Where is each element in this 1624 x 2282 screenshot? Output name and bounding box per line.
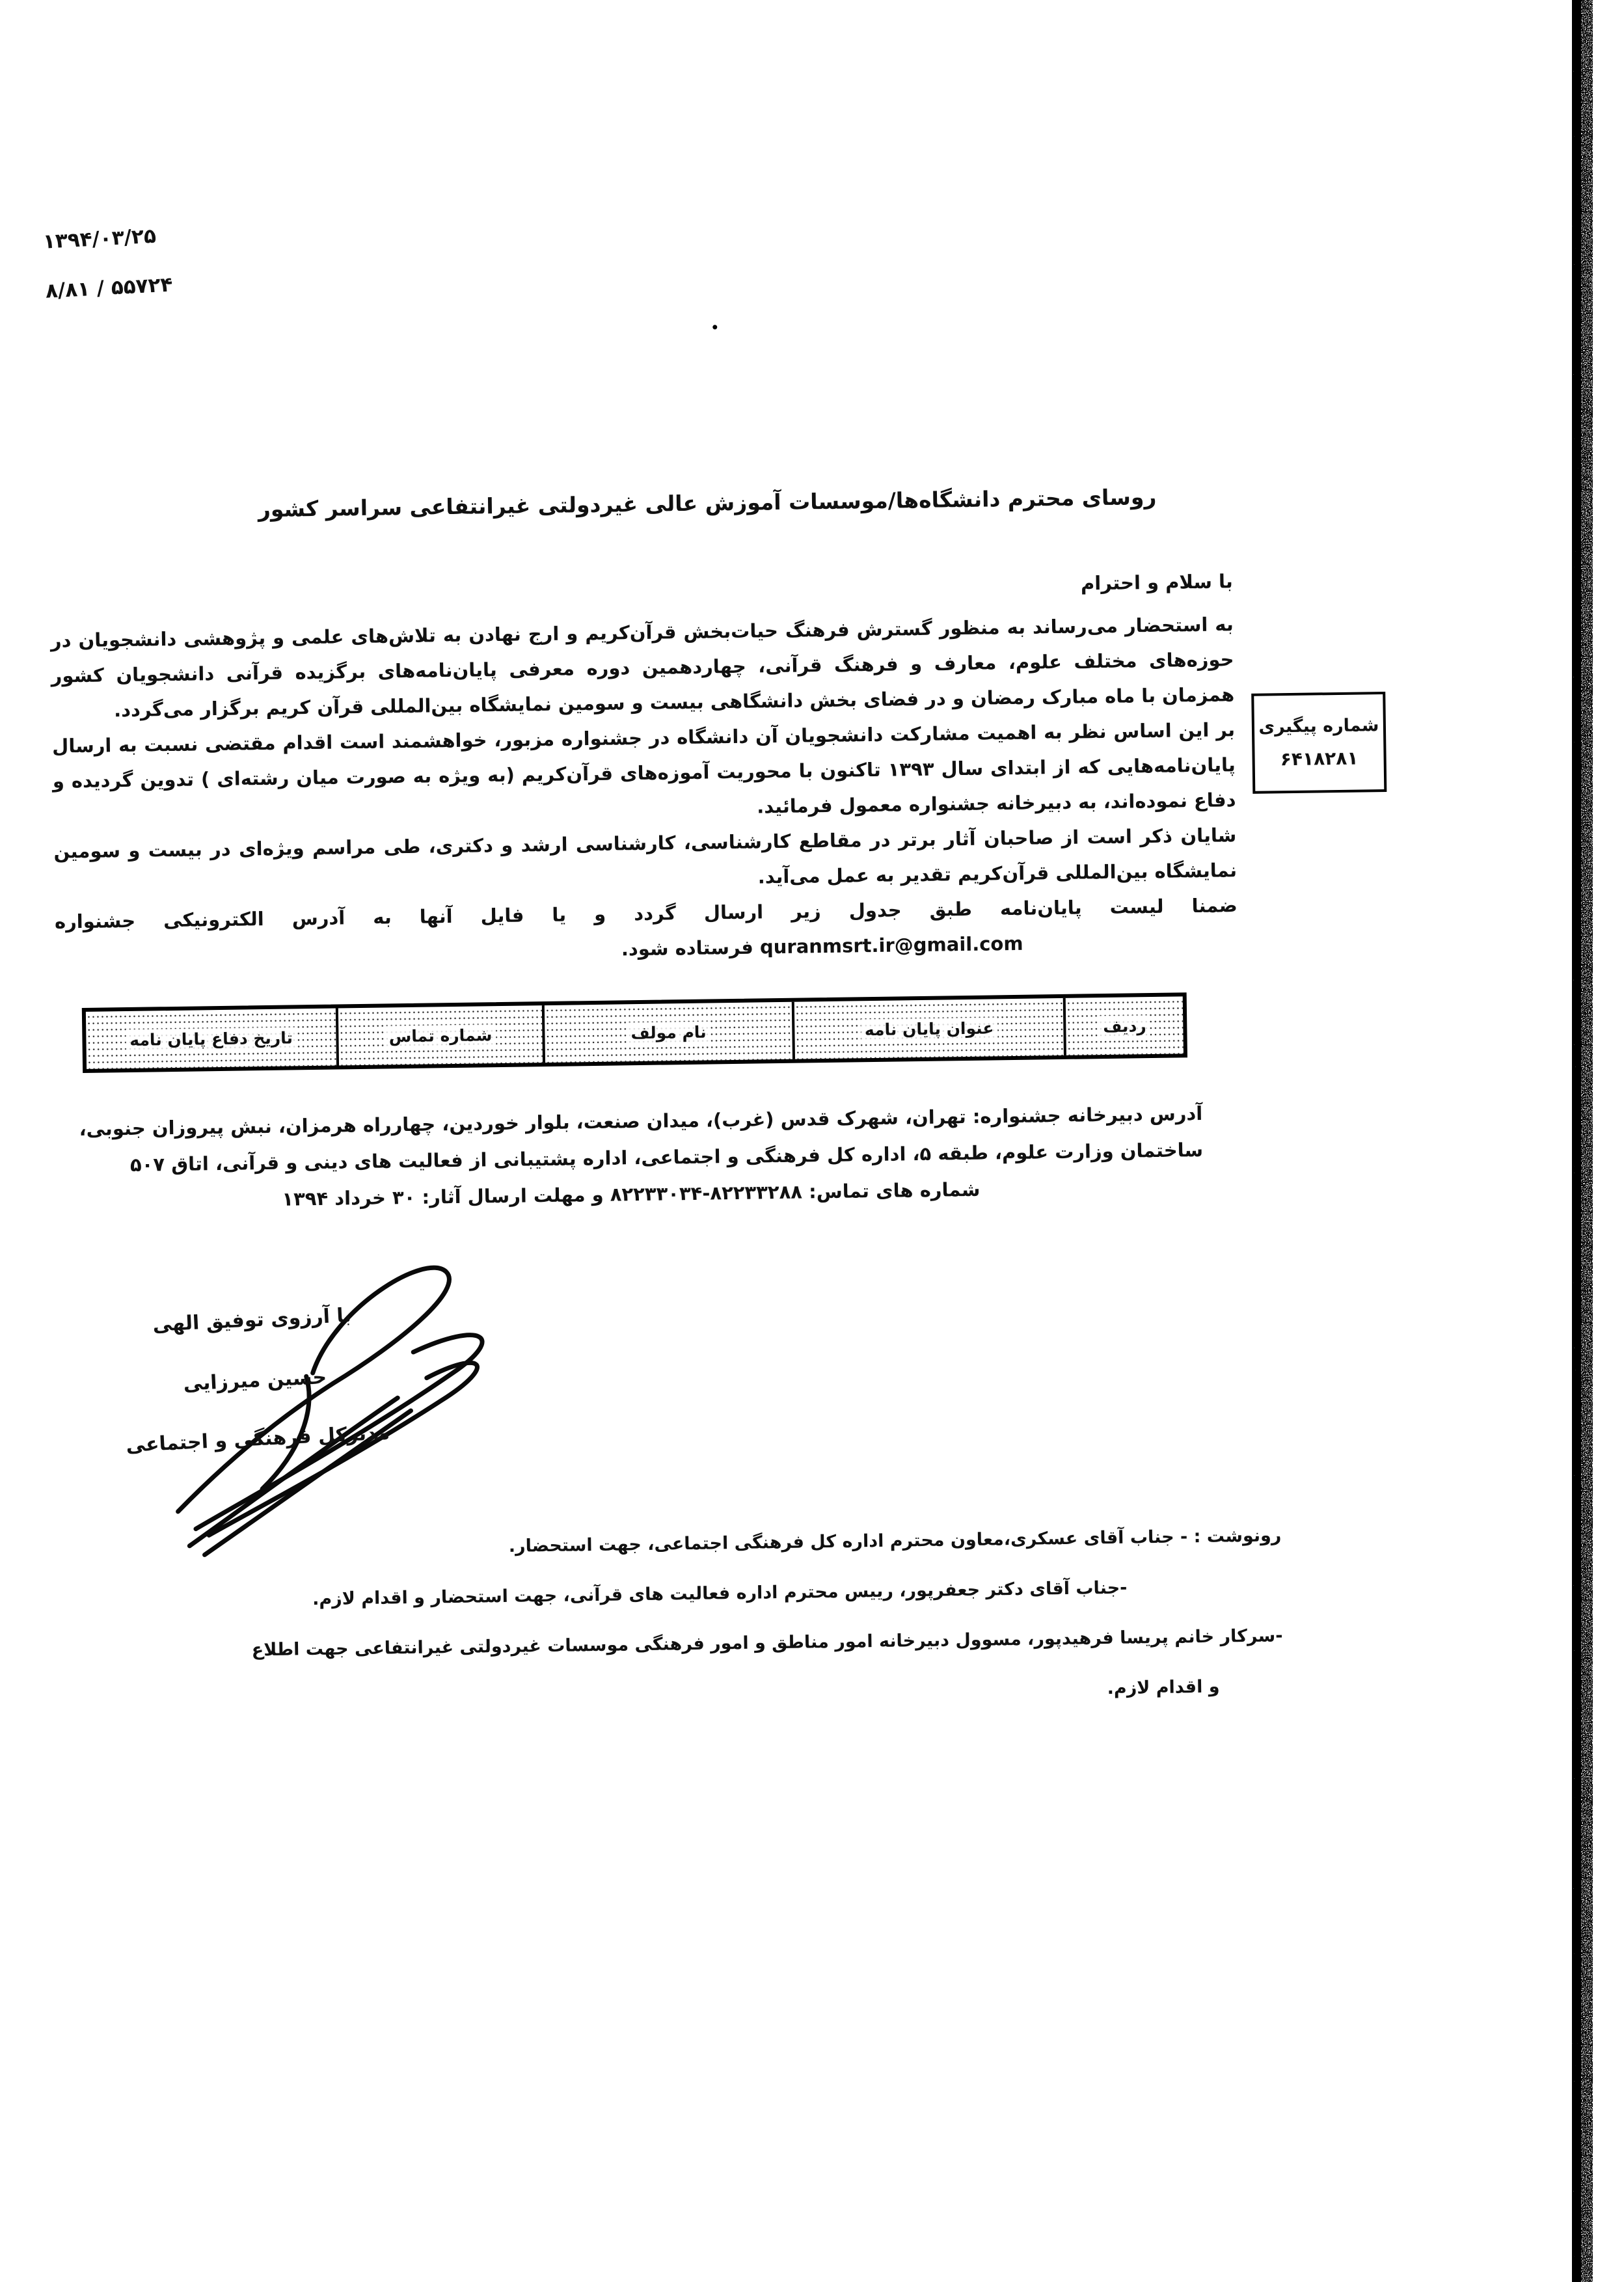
cc-block bbox=[32, 1510, 1284, 1728]
table-header-contact-number: شماره تماس bbox=[336, 1005, 543, 1065]
signature-name: حسین میرزایی bbox=[182, 1365, 327, 1396]
thesis-table bbox=[82, 992, 1187, 1073]
scan-header-numbers bbox=[42, 203, 319, 316]
scan-date: ۱۳۹۴/۰۳/۲۵ bbox=[42, 224, 157, 254]
signature-block bbox=[63, 1299, 447, 1460]
email-address: quranmsrt.ir@gmail.com bbox=[759, 932, 1023, 958]
cc-line-1: رونوشت : - جناب آقای عسکری،معاون محترم اداره کل فرهنگی اجتماعی، جهت استحضار. bbox=[508, 1525, 1282, 1556]
table-header-defense-date: تاریخ دفاع پایان نامه bbox=[86, 1009, 336, 1069]
letter-title: روسای محترم دانشگاه‌ها/موسسات آموزش عالی غیردولتی غیرانتفاعی سراسر کشور bbox=[258, 483, 1157, 523]
cc-line-2: -جناب آقای دکتر جعفرپور، رییس محترم اداره فعالیت های قرآنی، جهت استحضار و اقدام لازم. bbox=[312, 1577, 1128, 1610]
signature-title: مدیرکل فرهنگی و اجتماعی bbox=[125, 1421, 390, 1458]
table-header-row-number: ردیف bbox=[1063, 996, 1184, 1055]
body-paragraph-2: بر این اساس نظر به اهمیت مشارکت دانشجویان آن دانشگاه در جشنواره مزبور، خواهشمند است اقدام مقتضی نسبت به ارسال پایان‌نامه‌هایی که از ابتدای سال ۱۳۹۳ تاکنون با محوریت آموزه‌های قرآن‌کریم (به ویژه به صورت میان رشته‌ای ) تدوین گردیده و دفاع نموده‌اند، به دبیرخانه جشنواره معمول فرمائید. bbox=[51, 718, 1236, 818]
letter-body bbox=[51, 606, 1238, 974]
body-paragraph-1: به استحضار می‌رساند به منظور گسترش فرهنگ حیات‌بخش قرآن‌کریم و ارج نهادن به تلاش‌های علمی و پژوهشی دانشجویان در حوزه‌های مختلف علوم، معارف و فرهنگ قرآنی، چهاردهمین دوره معرفی پایان‌نامه‌های برگزیده قرآنی دانشجویان کشور همزمان با ماه مبارک رمضان و در فضای بخش دانشگاهی بیست و سومین نمایشگاه بین‌المللی قرآن کریم برگزار می‌گردد. bbox=[50, 613, 1235, 722]
signature-blessing: با آرزوی توفیق الهی bbox=[152, 1303, 352, 1337]
address-line-1: آدرس دبیرخانه جشنواره: تهران، شهرک قدس (غرب)، میدان صنعت، بلوار خوردین، چهارراه هرمزان، نبش پیروزان جنوبی، bbox=[79, 1102, 1203, 1141]
secretariat-address bbox=[57, 1095, 1204, 1221]
tracking-number: ۶۴۱۸۲۸۱ bbox=[1280, 747, 1359, 770]
ink-speck bbox=[712, 325, 717, 329]
scan-noise-strip bbox=[1564, 0, 1593, 2282]
salutation: با سلام و احترام bbox=[1080, 570, 1234, 595]
body-paragraph-3: شایان ذکر است از صاحبان آثار برتر در مقاطع کارشناسی، کارشناسی ارشد و دکتری، طی مراسم ویژه‌ای در بیست و سومین نمایشگاه بین‌المللی قرآن‌کریم تقدیر به عمل می‌آید. bbox=[53, 824, 1238, 888]
email-suffix: فرستاده شود. bbox=[621, 936, 754, 960]
tracking-label: شماره پیگیری bbox=[1258, 715, 1379, 737]
table-header-author-name: نام مولف bbox=[542, 1002, 792, 1063]
table-header-thesis-title: عنوان پایان نامه bbox=[792, 998, 1064, 1059]
address-line-3: شماره های تماس: ۸۲۲۳۳۲۸۸-۸۲۲۳۳۰۳۴ و مهلت ارسال آثار: ۳۰ خرداد ۱۳۹۴ bbox=[282, 1178, 981, 1210]
scan-ref-number: ۸/۸۱ / ۵۵۷۲۴ bbox=[45, 273, 174, 303]
tracking-number-box bbox=[1251, 692, 1387, 794]
address-line-2: ساختمان وزارت علوم، طبقه ۵، اداره کل فرهنگی و اجتماعی، اداره پشتیبانی از فعالیت های دینی و قرآنی، اتاق ۵۰۷ bbox=[129, 1138, 1204, 1176]
cc-line-3: -سرکار خانم پریسا فرهیدپور، مسوول دبیرخانه امور مناطق و امور فرهنگی موسسات غیردولتی غیرانتفاعی جهت اطلاع bbox=[251, 1625, 1283, 1661]
cc-line-4: و اقدام لازم. bbox=[1107, 1676, 1220, 1699]
closing-line: ضمنا لیست پایان‌نامه طبق جدول زیر ارسال گردد و یا فایل آنها به آدرس الکترونیکی جشنواره bbox=[54, 894, 1238, 933]
